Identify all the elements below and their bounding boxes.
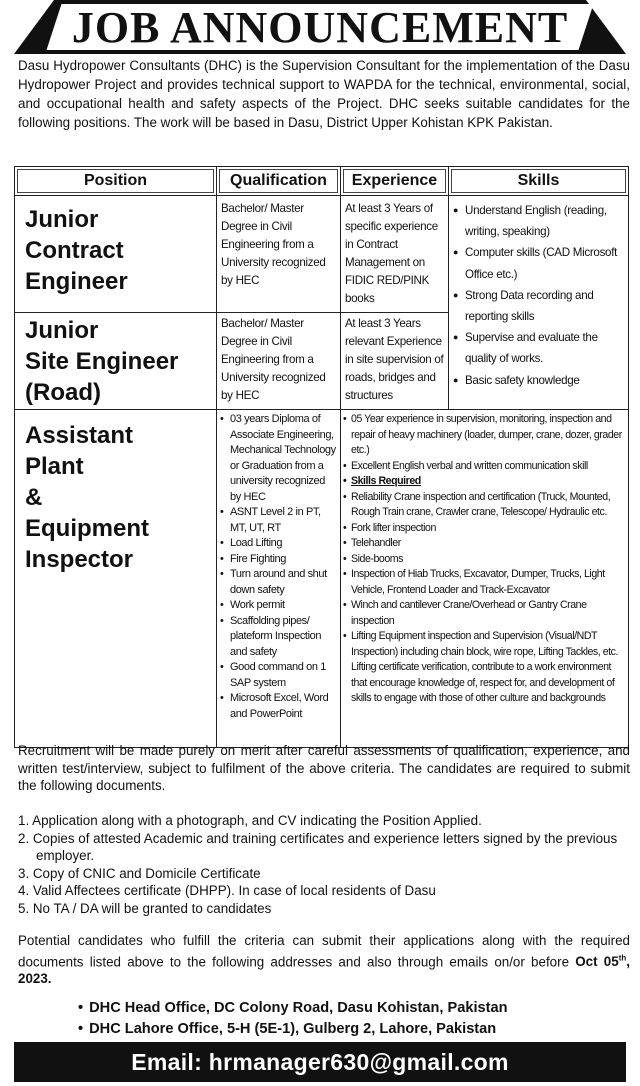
header-skills: Skills (449, 167, 629, 196)
list-item: ● Strong Data recording and reporting skills (453, 285, 624, 327)
list-item: • Reliability Crane inspection and certification (Truck, Mounted, Rough Train crane, Crawler crane, Telescope/ Hydraulic etc. (343, 490, 626, 521)
list-item: • Good command on 1 SAP system (220, 660, 337, 691)
list-item: 3. Copy of CNIC and Domicile Certificate (18, 865, 261, 881)
list-item: 2. Copies of attested Academic and training certificates and experience letters signed by the previous employer. (18, 830, 618, 863)
list-item: • Fire Fighting (220, 552, 337, 568)
table-row (15, 196, 629, 313)
list-item: • Inspection of Hiab Trucks, Excavator, Dumper, Trucks, Light Vehicle, Frontend Loader and Track-Excavator (343, 567, 626, 598)
list-item: 1. Application along with a photograph, and CV indicating the Position Applied. (18, 813, 482, 828)
experience-cell: At least 3 Years relevant Experience in site supervision of roads, bridges and structures (341, 313, 449, 410)
list-item: ● Understand English (reading, writing, speaking) (453, 200, 624, 242)
list-item: • 05 Year experience in supervision, monitoring, inspection and repair of heavy machinery (loader, dumper, crane, dozer, grader etc.) (343, 412, 626, 459)
qualification-cell (217, 410, 341, 748)
skills-list (449, 196, 628, 391)
list-item: • Side-booms (343, 552, 626, 568)
position-cell (15, 313, 217, 410)
list-item: • Work permit (220, 598, 337, 614)
list-item: ● Basic safety knowledge (453, 370, 624, 391)
position-cell (15, 410, 217, 748)
list-item: • Fork lifter inspection (343, 521, 626, 537)
qualification-cell: Bachelor/ Master Degree in Civil Engineering from a University recognized by HEC (217, 196, 341, 313)
list-item: • Turn around and shut down safety (220, 567, 337, 598)
deadline: Oct 05th, 2023. (18, 953, 630, 987)
qualification-list (217, 410, 340, 722)
list-item: • 03 years Diploma of Associate Engineering, Mechanical Technology or Graduation from a university recognized by HEC (220, 412, 337, 505)
office-addresses (78, 998, 508, 1040)
list-item: Lifting certificate verification, contribute to a work environment that encourage knowledge of, respect for, and development of skills to engage with those of other culture and backgrounds (351, 661, 615, 704)
lahore-office-address: • DHC Lahore Office, 5-H (5E-1), Gulberg 2, Lahore, Pakistan (78, 1019, 508, 1040)
position-title: Junior Site Engineer (Road) (25, 317, 179, 406)
page-title: JOB ANNOUNCEMENT (71, 2, 569, 52)
list-item: ● Computer skills (CAD Microsoft Office etc.) (453, 242, 624, 284)
head-office-address: • DHC Head Office, DC Colony Road, Dasu Kohistan, Pakistan (78, 998, 508, 1019)
list-item: • ASNT Level 2 in PT, MT, UT, RT (220, 505, 337, 536)
list-item: • Scaffolding pipes/ plateform Inspection and safety (220, 614, 337, 661)
list-item: ● Supervise and evaluate the quality of works. (453, 327, 624, 369)
recruitment-paragraph: Recruitment will be made purely on merit after careful assessments of qualification, experience, and written test/interview, subject to fulfilment of the above criteria. The candidates are required to submit the following documents. (18, 743, 630, 793)
list-item: • Microsoft Excel, Word and PowerPoint (220, 691, 337, 722)
skills-cell (449, 196, 629, 410)
header-experience: Experience (341, 167, 449, 196)
email-banner[interactable]: Email: hrmanager630@gmail.com (14, 1042, 626, 1082)
experience-skills-cell (341, 410, 629, 748)
experience-cell: At least 3 Years of specific experience in Contract Management on FIDIC RED/PINK books (341, 196, 449, 313)
qualification-cell: Bachelor/ Master Degree in Civil Engineering from a University recognized by HEC (217, 313, 341, 410)
list-item: 5. No TA / DA will be granted to candidates (18, 900, 272, 916)
intro-paragraph: Dasu Hydropower Consultants (DHC) is the Supervision Consultant for the implementation of the Dasu Hydropower Project and provides technical support to WAPDA for the technical, environmental, social, and occupational health and safety aspects of the Project. DHC seeks suitable candidates for the following positions. The work will be based in Dasu, District Upper Kohistan KPK Pakistan. (18, 58, 630, 130)
title-banner (14, 0, 626, 54)
list-item: 4. Valid Affectees certificate (DHPP). In case of local residents of Dasu (18, 883, 436, 898)
position-title: Assistant Plant & Equipment Inspector (25, 422, 149, 573)
list-item: • Telehandler (343, 536, 626, 552)
closing-paragraph: Potential candidates who fulfill the criteria can submit their applications along with the required documents listed above to the following addresses and also through emails on/or before Oct 05th, 2023. (18, 933, 630, 987)
table-row (15, 410, 629, 748)
header-qualification: Qualification (217, 167, 341, 196)
list-item: • Winch and cantilever Crane/Overhead or Gantry Crane inspection (343, 598, 626, 629)
list-item: • Excellent English verbal and written communication skill (343, 459, 626, 475)
list-item: • Lifting Equipment inspection and Supervision (Visual/NDT Inspection) including chain block, wire rope, Lifting Tackles, etc. (343, 629, 626, 660)
positions-table (14, 166, 629, 748)
header-position: Position (15, 167, 217, 196)
position-cell (15, 196, 217, 313)
experience-list (341, 410, 628, 707)
table-header-row (15, 167, 629, 196)
documents-list (18, 812, 630, 917)
title-box (46, 4, 593, 50)
skills-required-heading: • Skills Required (343, 474, 626, 490)
position-title: Junior Contract Engineer (25, 206, 128, 295)
list-item: • Load Lifting (220, 536, 337, 552)
